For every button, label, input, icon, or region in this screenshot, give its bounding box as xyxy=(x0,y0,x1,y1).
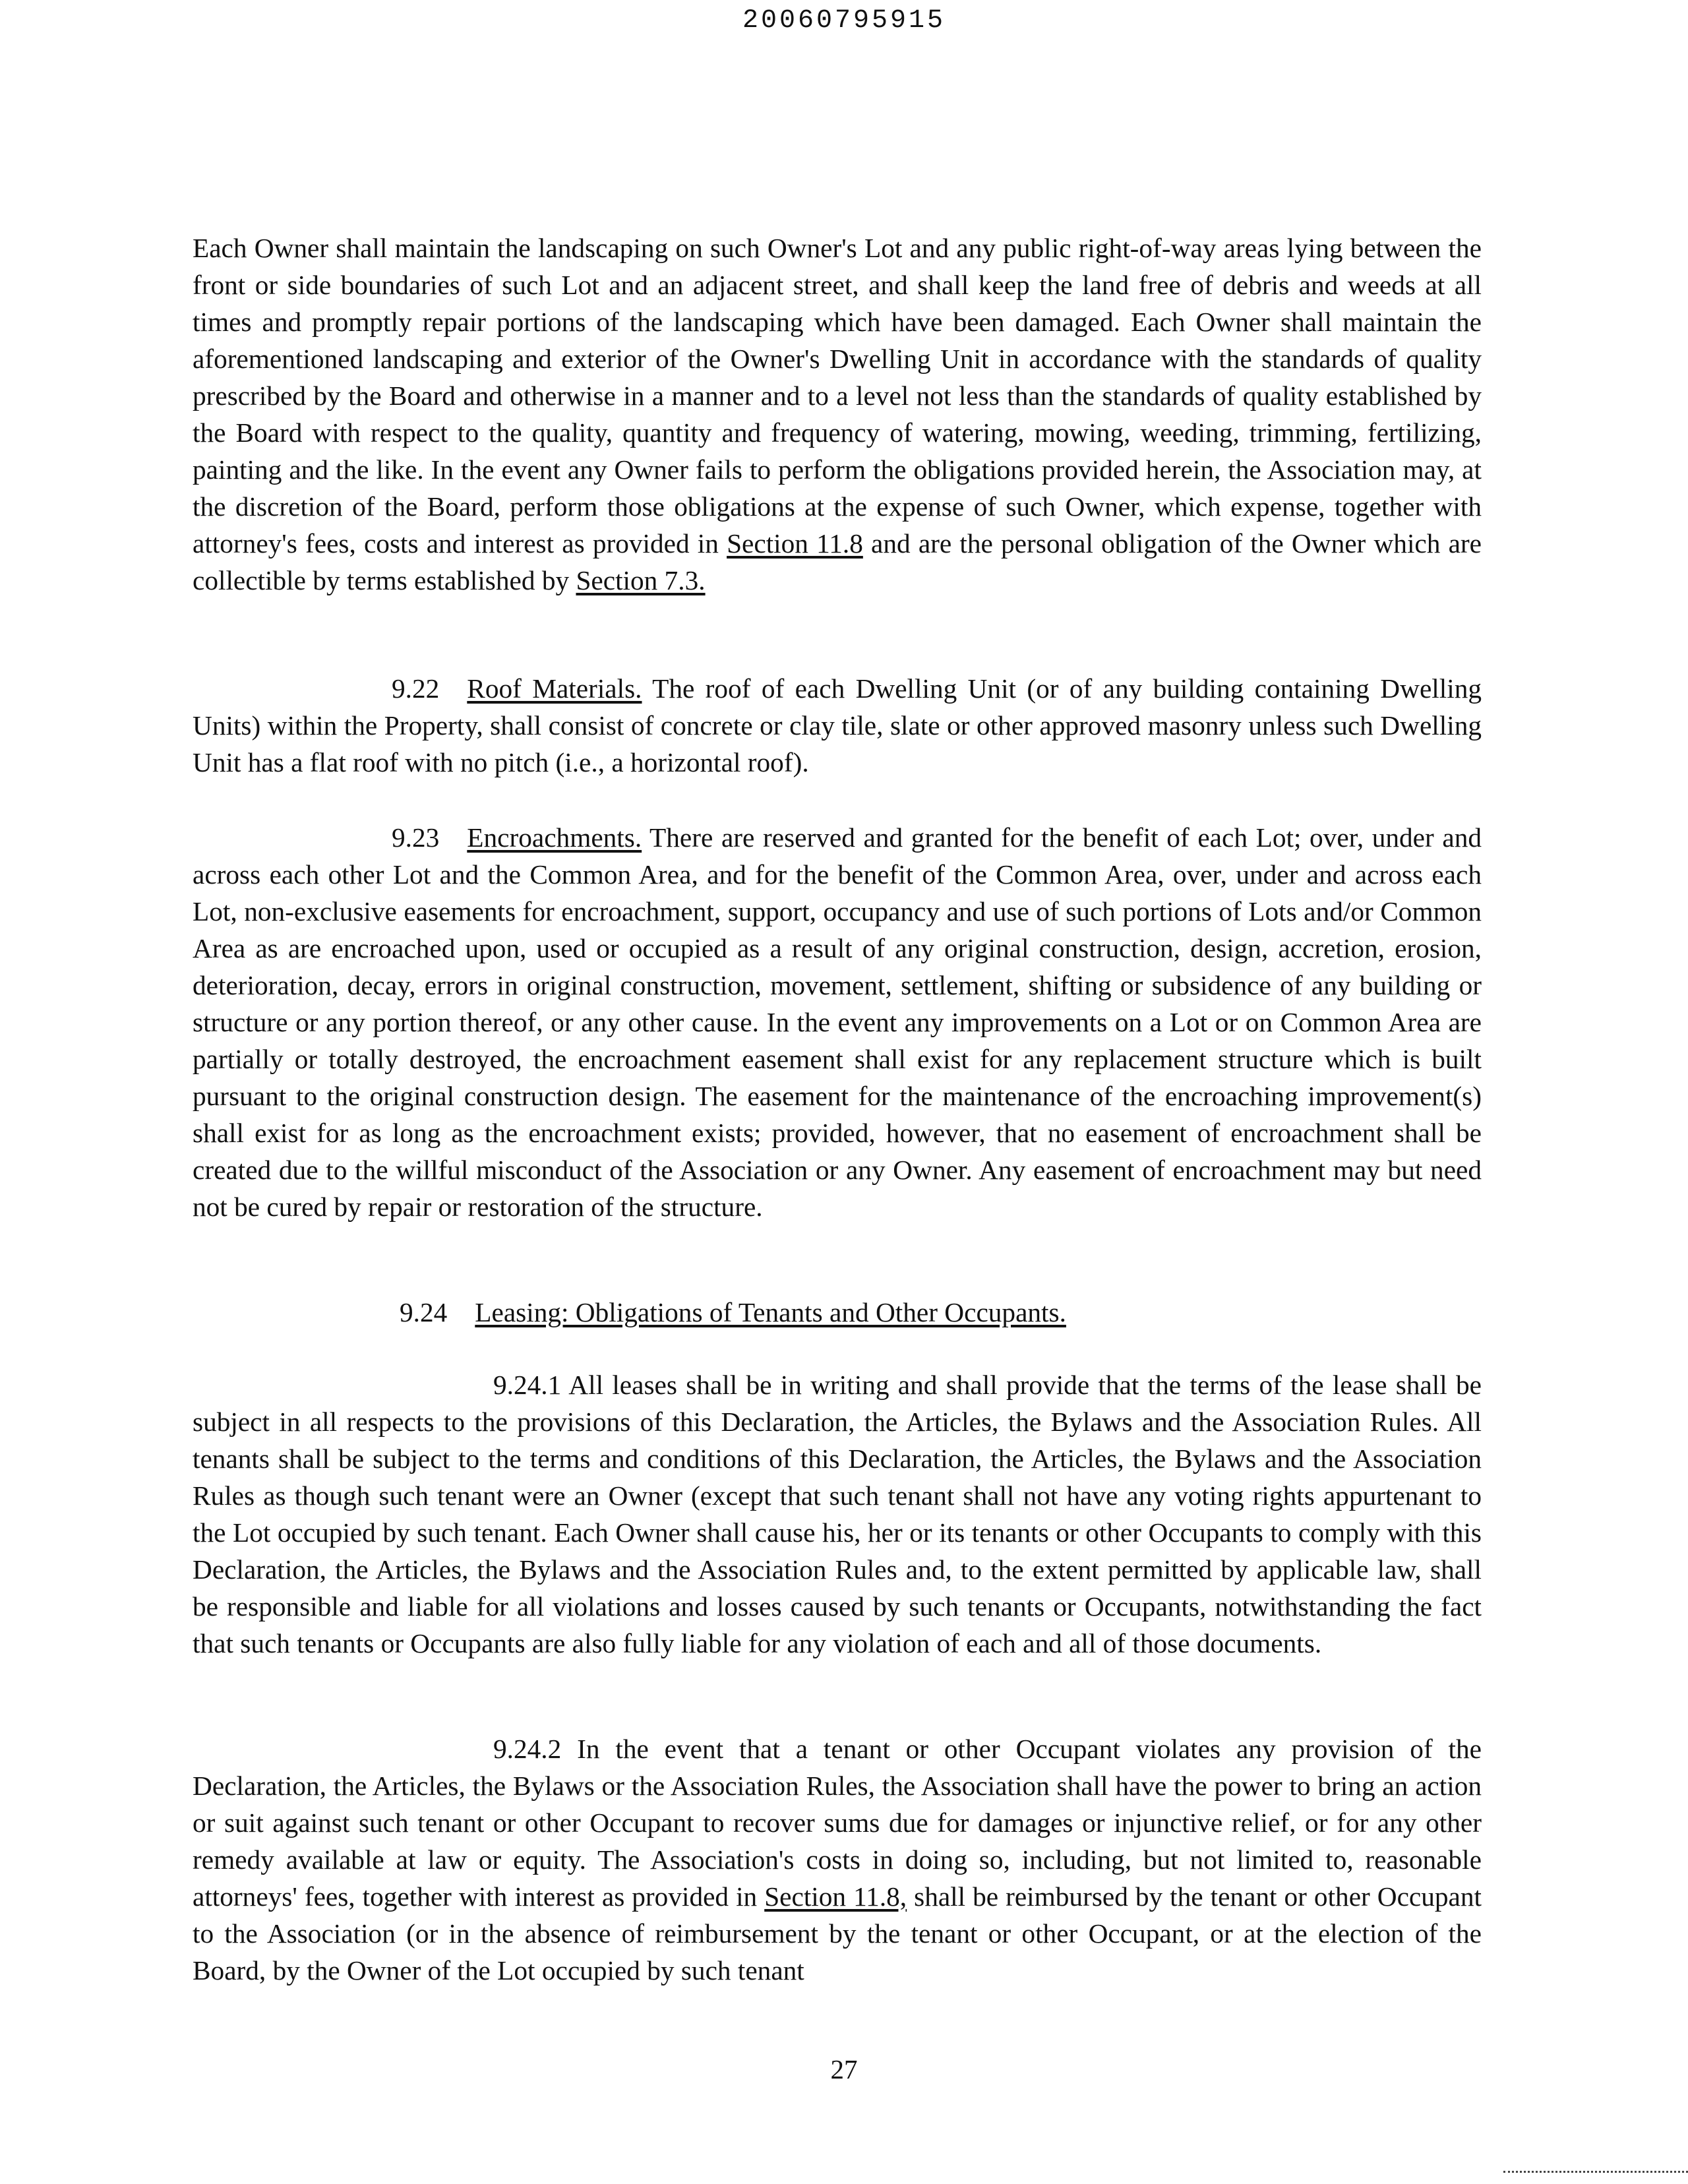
page-number: 27 xyxy=(830,2054,858,2084)
section-title: Leasing: Obligations of Tenants and Other Occupants. xyxy=(475,1297,1066,1327)
section-number: 9.24.1 xyxy=(493,1370,562,1400)
section-number: 9.23 xyxy=(392,822,440,853)
paragraph-text: Each Owner shall maintain the landscaping on such Owner's Lot and any public right-of-way areas lying between the front or side boundaries of such Lot and an adjacent street, and shall keep the land free of debris and weeds at all times and promptly repair portions of the landscaping which have been damaged. Each Owner shall maintain the aforementioned landscaping and exterior of the Owner's Dwelling Unit in accordance with the standards of quality prescribed by the Board and otherwise in a manner and to a level not less than the standards of quality established by the Board with respect to the quality, quantity and frequency of watering, mowing, weeding, trimming, fertilizing, painting and the like. In the event any Owner fails to perform the obligations provided herein, the Association may, at the discretion of the Board, perform those obligations at the expense of such Owner, which expense, together with attorney's fees, costs and interest as provided in xyxy=(193,233,1482,559)
section-text: In the event that a tenant or other Occupant violates any provision of the Declaration, the Articles, the Bylaws or the Association Rules, the Association shall have the power to bring an action or suit against such tenant or other Occupant to recover sums due for damages or injunctive relief, or for any other remedy available at law or equity. The Association's costs in doing so, including, but not limited to, reasonable attorneys' fees, together with interest as provided in xyxy=(193,1734,1482,1912)
section-title: Encroachments. xyxy=(467,822,642,853)
paragraph-landscaping xyxy=(193,229,1482,599)
section-reference-link: Section 11.8 xyxy=(727,528,863,559)
section-title: Roof Materials. xyxy=(467,673,642,704)
section-number: 9.24 xyxy=(400,1297,448,1327)
section-9-23 xyxy=(193,819,1482,1225)
section-text: All leases shall be in writing and shall provide that the terms of the lease shall be subject in all respects to the provisions of this Declaration, the Articles, the Bylaws and the Association Rules. All tenants shall be subject to the terms and conditions of this Declaration, the Articles, the Bylaws and the Association Rules as though such tenant were an Owner (except that such tenant shall not have any voting rights appurtenant to the Lot occupied by such tenant. Each Owner shall cause his, her or its tenants or other Occupants to comply with this Declaration, the Articles, the Bylaws and the Association Rules and, to the extent permitted by applicable law, shall be responsible and liable for all violations and losses caused by such tenants or Occupants, notwithstanding the fact that such tenants or Occupants are also fully liable for any violation of each and all of those documents. xyxy=(193,1370,1482,1658)
section-9-22 xyxy=(193,670,1482,781)
section-text: shall be reimbursed by the tenant or other Occupant to the Association (or in the absence of reimbursement by the tenant or other Occupant, or at the election of the Board, by the Owner of the Lot occupied by such tenant xyxy=(193,1881,1482,1986)
section-text: The roof of each Dwelling Unit (or of any building containing Dwelling Units) within the Property, shall consist of concrete or clay tile, slate or other approved masonry unless such Dwelling Unit has a flat roof with no pitch (i.e., a horizontal roof). xyxy=(193,673,1482,777)
document-number: 20060795915 xyxy=(742,6,946,36)
section-9-24-heading xyxy=(193,1294,1482,1331)
section-number: 9.24.2 xyxy=(493,1734,562,1764)
section-text: There are reserved and granted for the benefit of each Lot; over, under and across each other Lot and the Common Area, and for the benefit of the Common Area, over, under and across each Lot, non-exclusive easements for encroachment, support, occupancy and use of such portions of Lots and/or Common Area as are encroached upon, used or occupied as a result of any original construction, design, accretion, erosion, deterioration, decay, errors in original construction, movement, settlement, shifting or subsidence of any building or structure or any portion thereof, or any other cause. In the event any improvements on a Lot or on Common Area are partially or totally destroyed, the encroachment easement shall exist for any replacement structure which is built pursuant to the original construction design. The easement for the maintenance of the encroaching improvement(s) shall exist for as long as the encroachment exists; provided, however, that no easement of encroachment shall be created due to the willful misconduct of the Association or any Owner. Any easement of encroachment may but need not be cured by repair or restoration of the structure. xyxy=(193,822,1482,1222)
scan-edge-divider xyxy=(1503,2171,1688,2173)
section-number: 9.22 xyxy=(392,673,440,704)
section-reference-link: Section 11.8, xyxy=(764,1881,907,1912)
section-reference-link: Section 7.3. xyxy=(576,565,706,595)
section-9-24-2 xyxy=(193,1730,1482,1989)
section-9-24-1 xyxy=(193,1366,1482,1662)
paragraph-text: and are the personal obligation of the Owner which are collectible by terms established by xyxy=(193,528,1482,595)
